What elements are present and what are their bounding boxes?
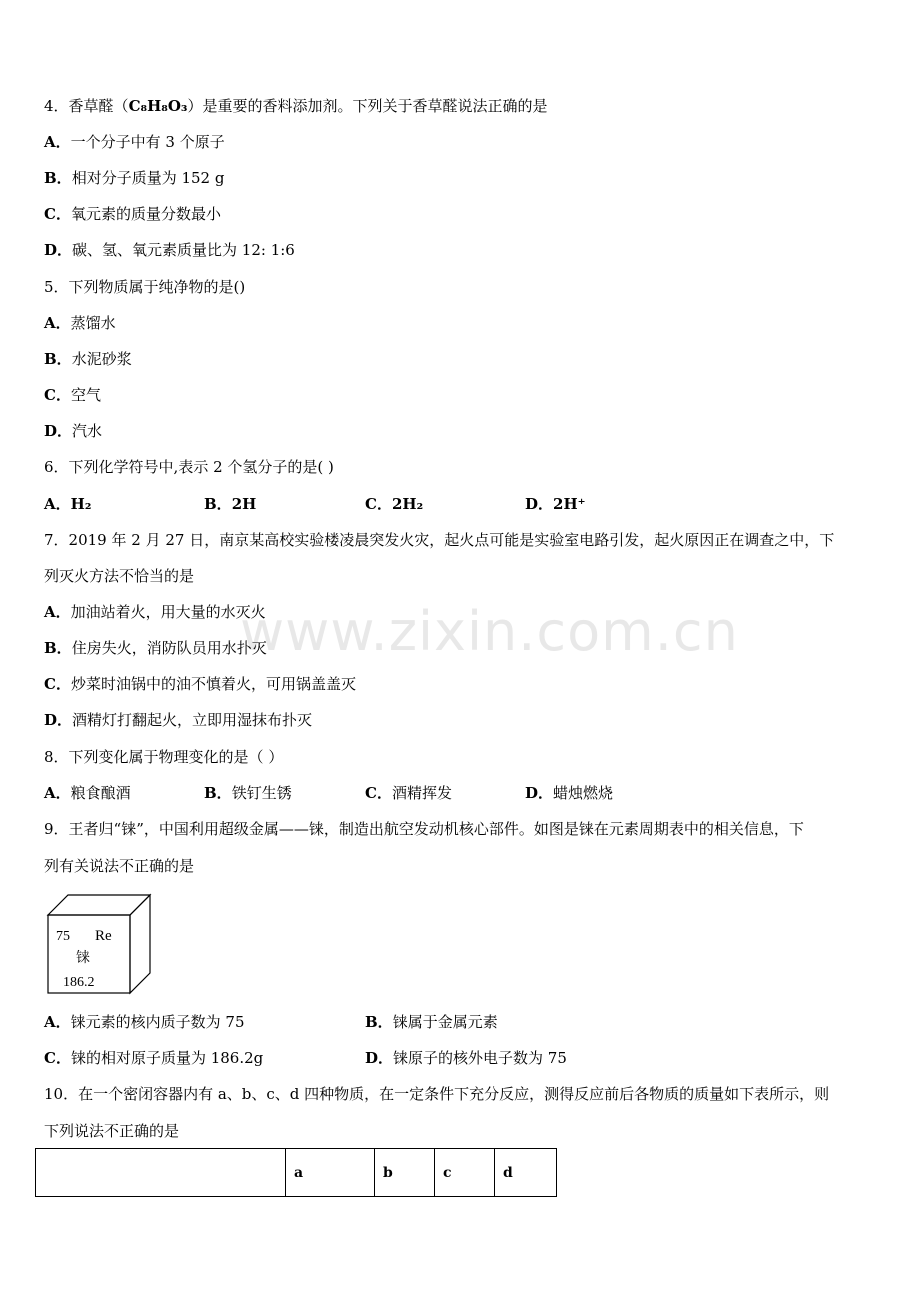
option-letter: B． bbox=[44, 350, 72, 368]
q4-number: 4． bbox=[44, 97, 69, 115]
q9-option-a bbox=[44, 1012, 245, 1032]
option-letter: A． bbox=[44, 784, 71, 802]
option-text: 2H⁺ bbox=[553, 495, 586, 513]
q9-option-c bbox=[44, 1048, 263, 1068]
q4-option-b bbox=[44, 168, 224, 188]
option-letter: C． bbox=[44, 205, 71, 223]
option-letter: B． bbox=[204, 784, 232, 802]
q7-option-c bbox=[44, 674, 356, 694]
option-text: 炒菜时油锅中的油不慎着火，可用锅盖盖灭 bbox=[70, 675, 356, 693]
q5-number: 5． bbox=[44, 278, 69, 296]
q7-option-b bbox=[44, 638, 267, 658]
option-text: 酒精挥发 bbox=[391, 784, 452, 802]
q4-stem-pre: 香草醛（ bbox=[68, 97, 129, 115]
option-text: 酒精灯打翻起火，立即用湿抹布扑灭 bbox=[72, 711, 313, 729]
option-text: 汽水 bbox=[72, 422, 103, 440]
q8-number: 8． bbox=[44, 748, 69, 766]
q10-stem-text: 在一个密闭容器内有 a、b、c、d 四种物质，在一定条件下充分反应，测得反应前后各物质的质量如下表所示，则 bbox=[78, 1085, 830, 1103]
q10-number: 10． bbox=[44, 1085, 79, 1103]
option-text: 一个分子中有 3 个原子 bbox=[70, 133, 225, 151]
q7-stem-line1 bbox=[44, 530, 834, 550]
option-text: 加油站着火，用大量的水灭火 bbox=[70, 603, 266, 621]
q10-stem-line1 bbox=[44, 1084, 829, 1104]
option-text: 铼属于金属元素 bbox=[392, 1013, 498, 1031]
q9-option-d bbox=[365, 1048, 567, 1068]
option-text: 蜡烛燃烧 bbox=[553, 784, 614, 802]
q7-option-d bbox=[44, 710, 312, 730]
option-text: H₂ bbox=[70, 495, 92, 513]
q6-stem-text: 下列化学符号中,表示 2 个氢分子的是( ) bbox=[68, 458, 334, 476]
q7-stem-line2: 列灭火方法不恰当的是 bbox=[44, 567, 195, 585]
q5-option-b bbox=[44, 349, 132, 369]
option-letter: B． bbox=[44, 639, 72, 657]
mass-table bbox=[35, 1148, 557, 1197]
table-header-cell: b bbox=[375, 1149, 435, 1197]
q9-stem-text: 王者归“铼”，中国利用超级金属——铼，制造出航空发动机核心部件。如图是铼在元素周期表中的相关信息，下 bbox=[68, 820, 804, 838]
q8-option-b bbox=[204, 783, 292, 803]
q6-number: 6． bbox=[44, 458, 69, 476]
option-letter: A． bbox=[44, 314, 71, 332]
option-letter: C． bbox=[365, 784, 392, 802]
atomic-mass: 186.2 bbox=[63, 975, 95, 990]
option-letter: B． bbox=[44, 169, 72, 187]
q4-option-c bbox=[44, 204, 221, 224]
q8-option-d bbox=[525, 783, 613, 803]
option-letter: C． bbox=[44, 386, 71, 404]
q6-stem bbox=[44, 457, 334, 477]
q8-option-a bbox=[44, 783, 131, 803]
atomic-number: 75 bbox=[56, 929, 70, 944]
table-header-cell: c bbox=[435, 1149, 495, 1197]
q9-number: 9． bbox=[44, 820, 69, 838]
option-text: 蒸馏水 bbox=[70, 314, 116, 332]
option-letter: D． bbox=[365, 1049, 394, 1067]
q7-stem-text: 2019 年 2 月 27 日，南京某高校实验楼凌晨突发火灾，起火点可能是实验室电路引发，起火原因正在调查之中，下 bbox=[68, 531, 835, 549]
option-letter: A． bbox=[44, 603, 71, 621]
option-text: 住房失火，消防队员用水扑灭 bbox=[71, 639, 267, 657]
option-text: 相对分子质量为 152 g bbox=[71, 169, 225, 187]
q5-option-d bbox=[44, 421, 102, 441]
option-letter: B． bbox=[204, 495, 232, 513]
q7-number: 7． bbox=[44, 531, 69, 549]
option-text: 空气 bbox=[70, 386, 101, 404]
q6-option-a bbox=[44, 494, 91, 514]
q6-option-c bbox=[365, 494, 423, 514]
option-text: 粮食酿酒 bbox=[70, 784, 131, 802]
q6-option-d bbox=[525, 494, 586, 514]
option-letter: C． bbox=[44, 1049, 71, 1067]
cube-side-face bbox=[130, 895, 150, 993]
q9-option-b bbox=[365, 1012, 498, 1032]
option-text: 铼原子的核外电子数为 75 bbox=[393, 1049, 567, 1067]
table-header-cell: a bbox=[286, 1149, 375, 1197]
option-text: 2H₂ bbox=[391, 495, 424, 513]
option-letter: A． bbox=[44, 495, 71, 513]
option-letter: A． bbox=[44, 133, 71, 151]
q4-stem-post: ）是重要的香料添加剂。下列关于香草醛说法正确的是 bbox=[187, 97, 548, 115]
option-text: 铁钉生锈 bbox=[231, 784, 292, 802]
element-name: 铼 bbox=[76, 950, 90, 966]
q10-stem-line2: 下列说法不正确的是 bbox=[44, 1122, 180, 1140]
watermark: www.zixin.com.cn bbox=[240, 600, 739, 663]
element-tile-diagram bbox=[46, 893, 152, 995]
q9-stem-line1 bbox=[44, 819, 804, 839]
q5-stem bbox=[44, 277, 245, 297]
q7-option-a bbox=[44, 602, 266, 622]
option-letter: D． bbox=[525, 495, 554, 513]
q8-stem-text: 下列变化属于物理变化的是（ ） bbox=[68, 748, 284, 766]
option-letter: B． bbox=[365, 1013, 393, 1031]
option-letter: C． bbox=[365, 495, 392, 513]
option-letter: D． bbox=[525, 784, 554, 802]
option-text: 铼的相对原子质量为 186.2g bbox=[70, 1049, 264, 1067]
q8-stem bbox=[44, 747, 283, 767]
option-text: 水泥砂浆 bbox=[71, 350, 132, 368]
option-text: 2H bbox=[231, 495, 257, 513]
option-letter: A． bbox=[44, 1013, 71, 1031]
q4-option-d bbox=[44, 240, 295, 260]
option-letter: D． bbox=[44, 422, 73, 440]
option-letter: C． bbox=[44, 675, 71, 693]
q5-option-c bbox=[44, 385, 101, 405]
table-header-cell: d bbox=[495, 1149, 557, 1197]
q4-stem bbox=[44, 96, 547, 116]
q9-stem-line2: 列有关说法不正确的是 bbox=[44, 857, 195, 875]
q8-option-c bbox=[365, 783, 452, 803]
option-text: 氧元素的质量分数最小 bbox=[70, 205, 221, 223]
option-letter: D． bbox=[44, 241, 73, 259]
q4-option-a bbox=[44, 132, 225, 152]
table-row bbox=[36, 1149, 557, 1197]
q6-option-b bbox=[204, 494, 256, 514]
option-text: 碳、氢、氧元素质量比为 12: 1:6 bbox=[72, 241, 295, 259]
cube-top-face bbox=[48, 895, 150, 915]
q5-option-a bbox=[44, 313, 116, 333]
q4-formula: C₈H₈O₃ bbox=[128, 97, 188, 115]
option-text: 铼元素的核内质子数为 75 bbox=[70, 1013, 245, 1031]
q5-stem-text: 下列物质属于纯净物的是() bbox=[68, 278, 246, 296]
element-symbol: Re bbox=[95, 928, 112, 944]
option-letter: D． bbox=[44, 711, 73, 729]
table-header-cell bbox=[36, 1149, 286, 1197]
